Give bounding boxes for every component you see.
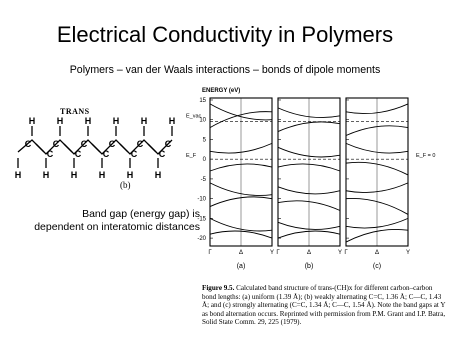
- band-panel-label: (c): [372, 263, 382, 270]
- atom-c: C: [74, 149, 82, 159]
- y-tick-label: -5: [200, 176, 206, 183]
- atom-c: C: [108, 139, 116, 149]
- k-point-label: Y: [337, 250, 343, 256]
- atom-h: H: [14, 170, 22, 180]
- atom-h: H: [140, 116, 148, 126]
- atom-c: C: [52, 139, 60, 149]
- atom-h: H: [70, 170, 78, 180]
- band-panel: [208, 98, 274, 270]
- y-tick-label: -10: [197, 196, 206, 203]
- atom-h: H: [98, 170, 106, 180]
- note-line-2: dependent on interatomic distances: [34, 221, 200, 233]
- atom-c: C: [102, 149, 110, 159]
- e-f-label: E_F: [186, 153, 197, 160]
- atom-h: H: [154, 170, 162, 180]
- trans-label: TRANS: [60, 107, 90, 116]
- k-point-label: Δ: [238, 250, 244, 256]
- band-panel: [276, 98, 342, 270]
- atom-c: C: [46, 149, 54, 159]
- slide-title: Electrical Conductivity in Polymers: [56, 22, 394, 47]
- y-tick-label: -20: [197, 236, 206, 243]
- caption-figure-number: Figure 9.5.: [202, 284, 235, 292]
- caption-text: Calculated band structure of trans-(CH)x for different carbon–carbon bond lengths: (a) uniform (1.39 Å); (b) weakly alternating C=C, 1.36 Å; C—C, 1.43 Å; and (c) strongly alternating (C=C, 1.34 Å; C—C, 1.54 Å). Note the band gaps at Y as bond alternation occurs. Reprinted with permission from P.M. Grant and I.P. Batra, Solid State Comm. 29, 225 (1979).: [202, 284, 446, 327]
- atom-c: C: [164, 139, 172, 149]
- note-line-1: Band gap (energy gap) is: [82, 208, 200, 220]
- trans-polyacetylene-diagram: [0, 110, 200, 182]
- atom-h: H: [126, 170, 134, 180]
- atom-c: C: [130, 149, 138, 159]
- k-point-label: Y: [269, 250, 275, 256]
- y-tick-label: 10: [199, 117, 206, 124]
- atom-c: C: [158, 149, 166, 159]
- atom-h: H: [112, 116, 120, 126]
- band-gap-note: [0, 208, 200, 234]
- molecule-panel-label: (b): [120, 180, 131, 190]
- band-panel-label: (b): [304, 263, 314, 270]
- k-point-label: Γ: [208, 250, 212, 256]
- k-point-label: Y: [405, 250, 411, 256]
- atom-h: H: [28, 116, 36, 126]
- atom-c: C: [80, 139, 88, 149]
- atom-h: H: [56, 116, 64, 126]
- atom-c: C: [24, 139, 32, 149]
- band-panel-label: (a): [236, 263, 246, 270]
- k-point-label: Δ: [306, 250, 312, 256]
- k-point-label: Γ: [276, 250, 280, 256]
- atom-c: C: [136, 139, 144, 149]
- e-f-right-label: E_F = 0: [416, 153, 436, 160]
- energy-axis-label: ENERGY (eV): [202, 88, 241, 94]
- y-tick-label: 15: [199, 97, 206, 104]
- atom-h: H: [42, 170, 50, 180]
- slide-subtitle: Polymers – van der Waals interactions – bonds of dipole moments: [69, 64, 381, 76]
- e-vac-label: E_vac: [186, 113, 202, 120]
- y-tick-label: 0: [202, 157, 206, 164]
- y-tick-label: -15: [197, 216, 206, 223]
- band-panel: [344, 98, 410, 270]
- k-point-label: Δ: [374, 250, 380, 256]
- k-point-label: Γ: [344, 250, 348, 256]
- figure-caption: [202, 284, 448, 327]
- band-structure-figure: [182, 84, 448, 280]
- y-tick-label: 5: [202, 137, 206, 144]
- atom-h: H: [84, 116, 92, 126]
- atom-h: H: [168, 116, 176, 126]
